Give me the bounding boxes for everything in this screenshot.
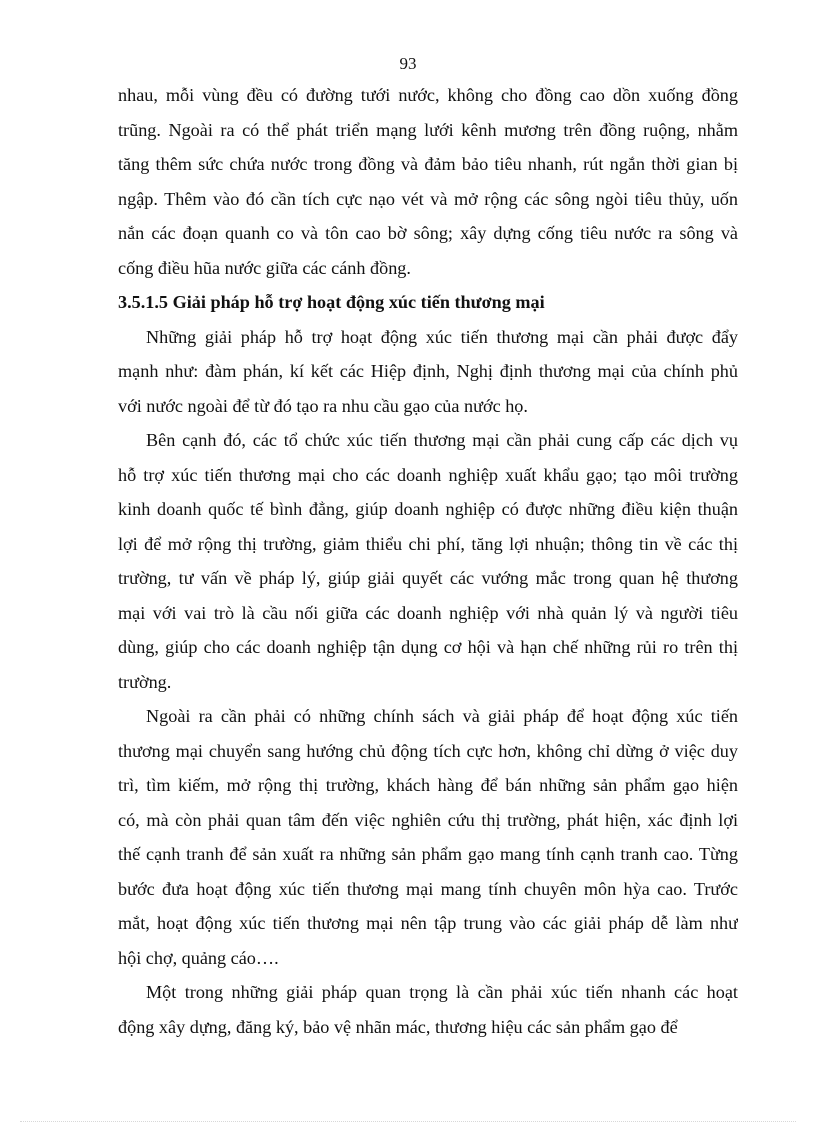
text-line: trường. [118,671,172,692]
text-line: lợi để mở rộng thị trường, giảm thiểu chi phí, tăng lợi nhuận; thông tin về các thị [118,533,738,554]
text-line: trường, tư vấn về pháp lý, giúp giải quyết các vướng mắc trong quan hệ thương [118,568,738,588]
text-line: bước đưa hoạt động xúc tiến thương mại mang tính chuyên môn hỳa cao. Trước [118,878,738,899]
text-line: dùng, giúp cho các doanh nghiệp tận dụng cơ hội và hạn chế những rủi ro trên thị [118,637,738,657]
page-bottom-divider [20,1121,796,1122]
page-number: 93 [399,54,417,73]
text-line: có, mà còn phải quan tâm đến việc nghiên cứu thị trường, phát hiện, xác định lợi [118,809,738,830]
text-line: thương mại chuyển sang hướng chủ động tích cực hơn, không chỉ dừng ở việc duy [118,740,738,761]
text-line: kinh doanh quốc tế bình đẳng, giúp doanh nghiệp có được những điều kiện thuận [118,499,738,519]
text-line: mại với vai trò là cầu nối giữa các doanh nghiệp với nhà quản lý và người tiêu [118,602,738,623]
text-line: mạnh như: đàm phán, kí kết các Hiệp định, Nghị định thương mại của chính phủ [118,361,738,381]
paragraph-first-line: Những giải pháp hỗ trợ hoạt động xúc tiến thương mại cần phải được đẩy [146,326,738,347]
text-line: nắn các đoạn quanh co và tôn cao bờ sông; xây dựng cống tiêu nước ra sông và [118,223,738,243]
text-line: cống điều hũa nước giữa các cánh đồng. [118,257,411,278]
text-line: thế cạnh tranh để sản xuất ra những sản phẩm gạo mang tính cạnh tranh cao. Từng [118,844,738,864]
text-line: mắt, hoạt động xúc tiến thương mại nên tập trung vào các giải pháp dễ làm như [118,913,738,933]
text-line: trì, tìm kiếm, mở rộng thị trường, khách hàng để bán những sản phẩm gạo hiện [118,775,738,795]
text-line: ngập. Thêm vào đó cần tích cực nạo vét và mở rộng các sông ngòi tiêu thủy, uốn [118,188,738,209]
text-line: động xây dựng, đăng ký, bảo vệ nhãn mác, thương hiệu các sản phẩm gạo để [118,1016,678,1037]
text-line: hỗ trợ xúc tiến thương mại cho các doanh nghiệp xuất khẩu gạo; tạo môi trường [118,464,738,485]
text-line: với nước ngoài để từ đó tạo ra nhu cầu gạo của nước họ. [118,395,528,416]
paragraph-first-line: Ngoài ra cần phải có những chính sách và giải pháp để hoạt động xúc tiến [146,706,738,726]
text-line: trũng. Ngoài ra có thể phát triển mạng lưới kênh mương trên đồng ruộng, nhằm [118,119,738,140]
text-line: tăng thêm sức chứa nước trong đồng và đảm bảo tiêu nhanh, rút ngắn thời gian bị [118,154,738,174]
text-line: nhau, mỗi vùng đều có đường tưới nước, không cho đồng cao dồn xuống đồng [118,85,738,105]
document-body [118,78,738,1044]
paragraph-first-line: Bên cạnh đó, các tổ chức xúc tiến thương mại cần phải cung cấp các dịch vụ [146,430,738,450]
text-line: hội chợ, quảng cáo…. [118,947,279,968]
section-heading: 3.5.1.5 Giải pháp hỗ trợ hoạt động xúc tiến thương mại [118,292,545,312]
paragraph-first-line: Một trong những giải pháp quan trọng là cần phải xúc tiến nhanh các hoạt [146,982,738,1002]
